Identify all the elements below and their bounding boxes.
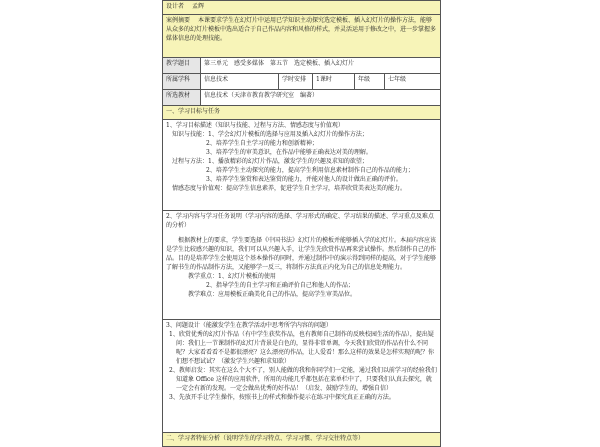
key-point-line: 教学难点：应用模板正确美化自己的作品，提高学生审美品位。 <box>188 291 357 298</box>
objectives-row <box>163 120 441 211</box>
section1-row <box>163 106 441 120</box>
objectives-list <box>166 130 437 193</box>
summary-cell <box>163 15 441 58</box>
textbook-label: 所选教材 <box>163 90 201 106</box>
subject-row <box>163 74 441 90</box>
textbook-value: 信息技术（天津市教育教学研究室 编著） <box>201 90 441 106</box>
content-heading: 2、学习内容与学习任务说明（学习内容的选择、学习形式的确定、学习结果的描述、学习重点及难点的分析） <box>166 213 434 229</box>
problem-item: 2、教师启发：其实在这么个大不了，别人能做的我和你同学们一定能，通过我们以前学习的经验我们知道象 Office 这样的应用软件，所用的功能几乎都包括在菜单栏中了，只要我们认真去探究，就一定会有新的发现。一定会做出优秀的好作品！（启发、鼓励学生的，增强自信） <box>169 367 437 392</box>
key-points-list <box>166 272 437 299</box>
content-cell <box>163 211 441 320</box>
section2-row <box>163 433 441 447</box>
problem-row <box>163 320 441 433</box>
objective-line: 过程与方法：1、播放精彩的幻灯片作品，激发学生的兴趣及求知的欲望； <box>172 158 368 165</box>
textbook-row <box>163 90 441 106</box>
objective-line: 2、培养学生主动探究的能力，提高学生利用信息素材制作自己的作品的能力； <box>206 167 414 174</box>
lesson-plan-table <box>162 0 441 447</box>
problem-item: 1、欣赏优秀的幻灯片作品（有中学生获奖作品，也有教师自己制作的反映校园生活的作品），提出疑问：我们上一节课制作的幻灯片背景是白色的，显得非常单调，今天我们欣赏的作品有什么不同呢？大家看看看不是都很漂亮？这么漂亮的作品，让人爱看！那么这样的效果是怎样实现的呢？你们想不想试试？（激发学生兴趣和求知欲） <box>169 331 435 365</box>
objectives-heading: 1、学习目标描述（知识与技能、过程与方法、情感态度与价值观） <box>166 122 344 129</box>
designer-name: 孟辉 <box>191 3 204 10</box>
summary-text: 本课要求学生在幻灯片中运用已学知识主动探究选定模板、插入幻灯片的操作方法，能够从众多的幻灯片模板中选出适合于自己作品内容和风格的样式，并灵活运用于修改之中，进一步掌握多媒体信息的处理技能。 <box>166 17 437 42</box>
problem-cell <box>163 320 441 433</box>
section2-title: 二、学习者特征分析（说明学生的学习特点、学习习惯、学习交往特点等） <box>163 433 441 447</box>
topic-row <box>163 58 441 74</box>
hours-label: 学时安排 <box>279 74 313 90</box>
summary-label: 案例摘要 <box>166 17 191 24</box>
hours-value: 1课时 <box>313 74 355 90</box>
topic-value: 第三单元 感受多媒体 第五节 选定模板、插入幻灯片 <box>201 58 441 74</box>
section1-title: 一、学习目标与任务 <box>163 106 441 120</box>
problem-heading: 3、问题设计（能激发学生在教学活动中思考所学内容的问题） <box>166 322 332 329</box>
objective-line: 情感态度与价值观：提高学生信息素养，促进学生自主学习，培养欣赏美表达美的能力。 <box>172 185 407 192</box>
objective-line: 3、培养学生的审美意识，在作品中能够正确表达对美的理解。 <box>206 149 372 156</box>
lesson-plan-document <box>162 0 440 442</box>
grade-value: 七年级 <box>385 74 441 90</box>
key-point-line: 2、指导学生的自主学习和正确评价自己和他人的作品； <box>206 282 354 289</box>
designer-cell <box>163 1 441 15</box>
problem-list <box>166 330 437 402</box>
grade-label: 年级 <box>355 74 385 90</box>
designer-row <box>163 1 441 15</box>
subject-label: 所属学科 <box>163 74 201 90</box>
content-row <box>163 211 441 320</box>
key-point-line: 教学重点：1、幻灯片模板的使用 <box>188 273 276 280</box>
summary-row <box>163 15 441 58</box>
objective-line: 3、培养学生鉴赏和表达鉴赏的能力，并能对他人的设计做出正确的评价。 <box>206 176 402 183</box>
objective-line: 2、培养学生自主学习的能力和创新精神； <box>206 140 318 147</box>
objective-line: 知识与技能：1、学会幻灯片模板的选择与应用及插入幻灯片的操作方法； <box>172 131 368 138</box>
problem-item: 3、先放开手让学生操作，按照书上的样式和操作提示在练习中探究真正正确的方法。 <box>169 394 395 401</box>
objectives-cell <box>163 120 441 211</box>
designer-label: 设计者 <box>166 3 185 10</box>
content-paragraph: 根据教材上的要求，学生要选择《中国书法》幻灯片的模板并能够插入学的幻灯片。本届内容应该是学生比较感兴趣的知识，我们可以从兴趣入手，让学生先欣赏作品再来尝试操作。然后制作自己的作品。目的是培养学生会使用这个基本操作的同时，并通过制作中的演示得到同样的提高，对于学生能够了解书生的作品制作方法，又能够学一反三，将制作方法真正内化为自己的信息处理能力。 <box>166 237 437 271</box>
topic-label: 教学题目 <box>163 58 201 74</box>
subject-value: 信息技术 <box>201 74 279 90</box>
